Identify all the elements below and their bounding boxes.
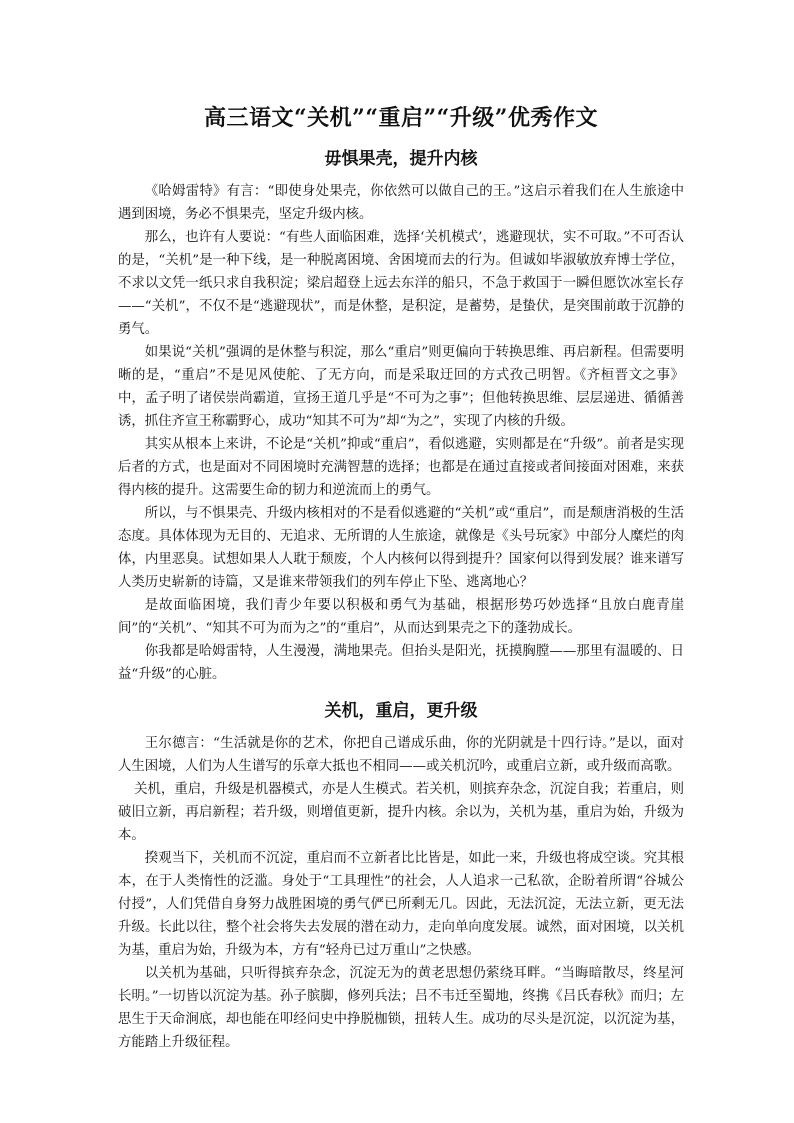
essay-section-2	[118, 696, 684, 1054]
paragraph: 那么，也许有人要说：“有些人面临困难，选择‘关机模式’，逃避现状，实不可取。”不可否认的是，“关机”是一种下线，是一种脱离困境、舍困境而去的行为。但诚如毕淑敏放弃博士学位，不求以文凭一纸只求自我积淀；梁启超登上远去东洋的船只，不急于救国于一瞬但愿饮冰室长存——“关机”，不仅不是“逃避现状”，而是休整，是积淀，是蓄势，是蛰伏，是突围前敢于沉静的勇气。	[118, 230, 684, 337]
paragraph: 关机，重启，升级是机器模式，亦是人生模式。若关机，则摈弃杂念，沉淀自我；若重启，则破旧立新，再启新程；若升级，则增值更新，提升内核。余以为，关机为基，重启为始，升级为本。	[118, 782, 684, 843]
paragraph: 所以，与不惧果壳、升级内核相对的不是看似逃避的“关机”或“重启”，而是颓唐消极的生活态度。具体体现为无目的、无追求、无所谓的人生旅途，就像是《头号玩家》中部分人糜烂的肉体，内里恶臭。试想如果人人耽于颓废，个人内核何以得到提升？国家何以得到发展？谁来谱写人类历史崭新的诗篇，又是谁来带领我们的列车停止下坠、逃离地心？	[118, 506, 684, 590]
paragraph: 揆观当下，关机而不沉淀，重启而不立新者比比皆是，如此一来，升级也将成空谈。究其根本，在于人类惰性的泛滥。身处于“工具理性”的社会，人人追求一己私欲，企盼着所谓“谷城公付授”，人们凭借自身努力战胜困境的勇气俨已所剩无几。因此，无法沉淀，无法立新，更无法升级。长此以往，整个社会将失去发展的潜在动力，走向单向度发展。诚然，面对困境，以关机为基，重启为始，升级为本，方有“轻舟已过万重山”之快感。	[118, 851, 684, 958]
paragraph: 如果说“关机”强调的是休整与积淀，那么“重启”则更偏向于转换思维、再启新程。但需要明晰的是，“重启”不是见风使舵、了无方向，而是采取迂回的方式孜己明智。《齐桓晋文之事》中，孟子明了诸侯崇尚霸道，宣扬王道几乎是“不可为之事”；但他转换思维、层层递进、循循善诱，抓住齐宣王称霸野心，成功“知其不可为”却“为之”，实现了内核的升级。	[118, 345, 684, 429]
essay-section-1	[118, 144, 684, 686]
section-heading: 毋惧果壳，提升内核	[324, 149, 478, 169]
section-heading: 关机，重启，更升级	[324, 701, 478, 721]
paragraph: 是故面临困境，我们青少年要以积极和勇气为基础，根据形势巧妙选择“且放白鹿青崖间”的“关机”、“知其不可为而为之”的“重启”，从而达到果壳之下的蓬勃成长。	[118, 598, 684, 636]
paragraph: 其实从根本上来讲，不论是“关机”抑或“重启”，看似逃避，实则都是在“升级”。前者是实现后者的方式，也是面对不同困境时充满智慧的选择；也都是在通过直接或者间接面对困难，来获得内核的提升。这需要生命的韧力和逆流而上的勇气。	[118, 437, 684, 498]
paragraph: 《哈姆雷特》有言：“即使身处果壳，你依然可以做自己的王。”这启示着我们在人生旅途中遇到困境，务必不惧果壳，坚定升级内核。	[118, 184, 684, 222]
document-title: 高三语文“关机”“重启”“升级”优秀作文	[204, 105, 598, 131]
paragraph: 以关机为基础，只听得摈弃杂念，沉淀无为的黄老思想仍萦绕耳畔。“当晦暗散尽，终星河长明。”一切皆以沉淀为基。孙子膑脚，修列兵法；吕不韦迁至蜀地，终携《吕氏春秋》而归；左思生于天命涧底，却也能在叩经问史中挣脱枷锁，扭转人生。成功的尽头是沉淀，以沉淀为基，方能踏上升级征程。	[118, 966, 684, 1050]
paragraph: 王尔德言：“生活就是你的艺术，你把自己谱成乐曲，你的光阴就是十四行诗。”是以，面对人生困境，人们为人生谱写的乐章大抵也不相同——或关机沉吟，或重启立新，或升级而高歌。	[118, 736, 684, 774]
paragraph: 你我都是哈姆雷特，人生漫漫，满地果壳。但抬头是阳光，抚摸胸膛——那里有温暖的、日益“升级”的心脏。	[118, 644, 684, 682]
document-page	[118, 100, 684, 1054]
